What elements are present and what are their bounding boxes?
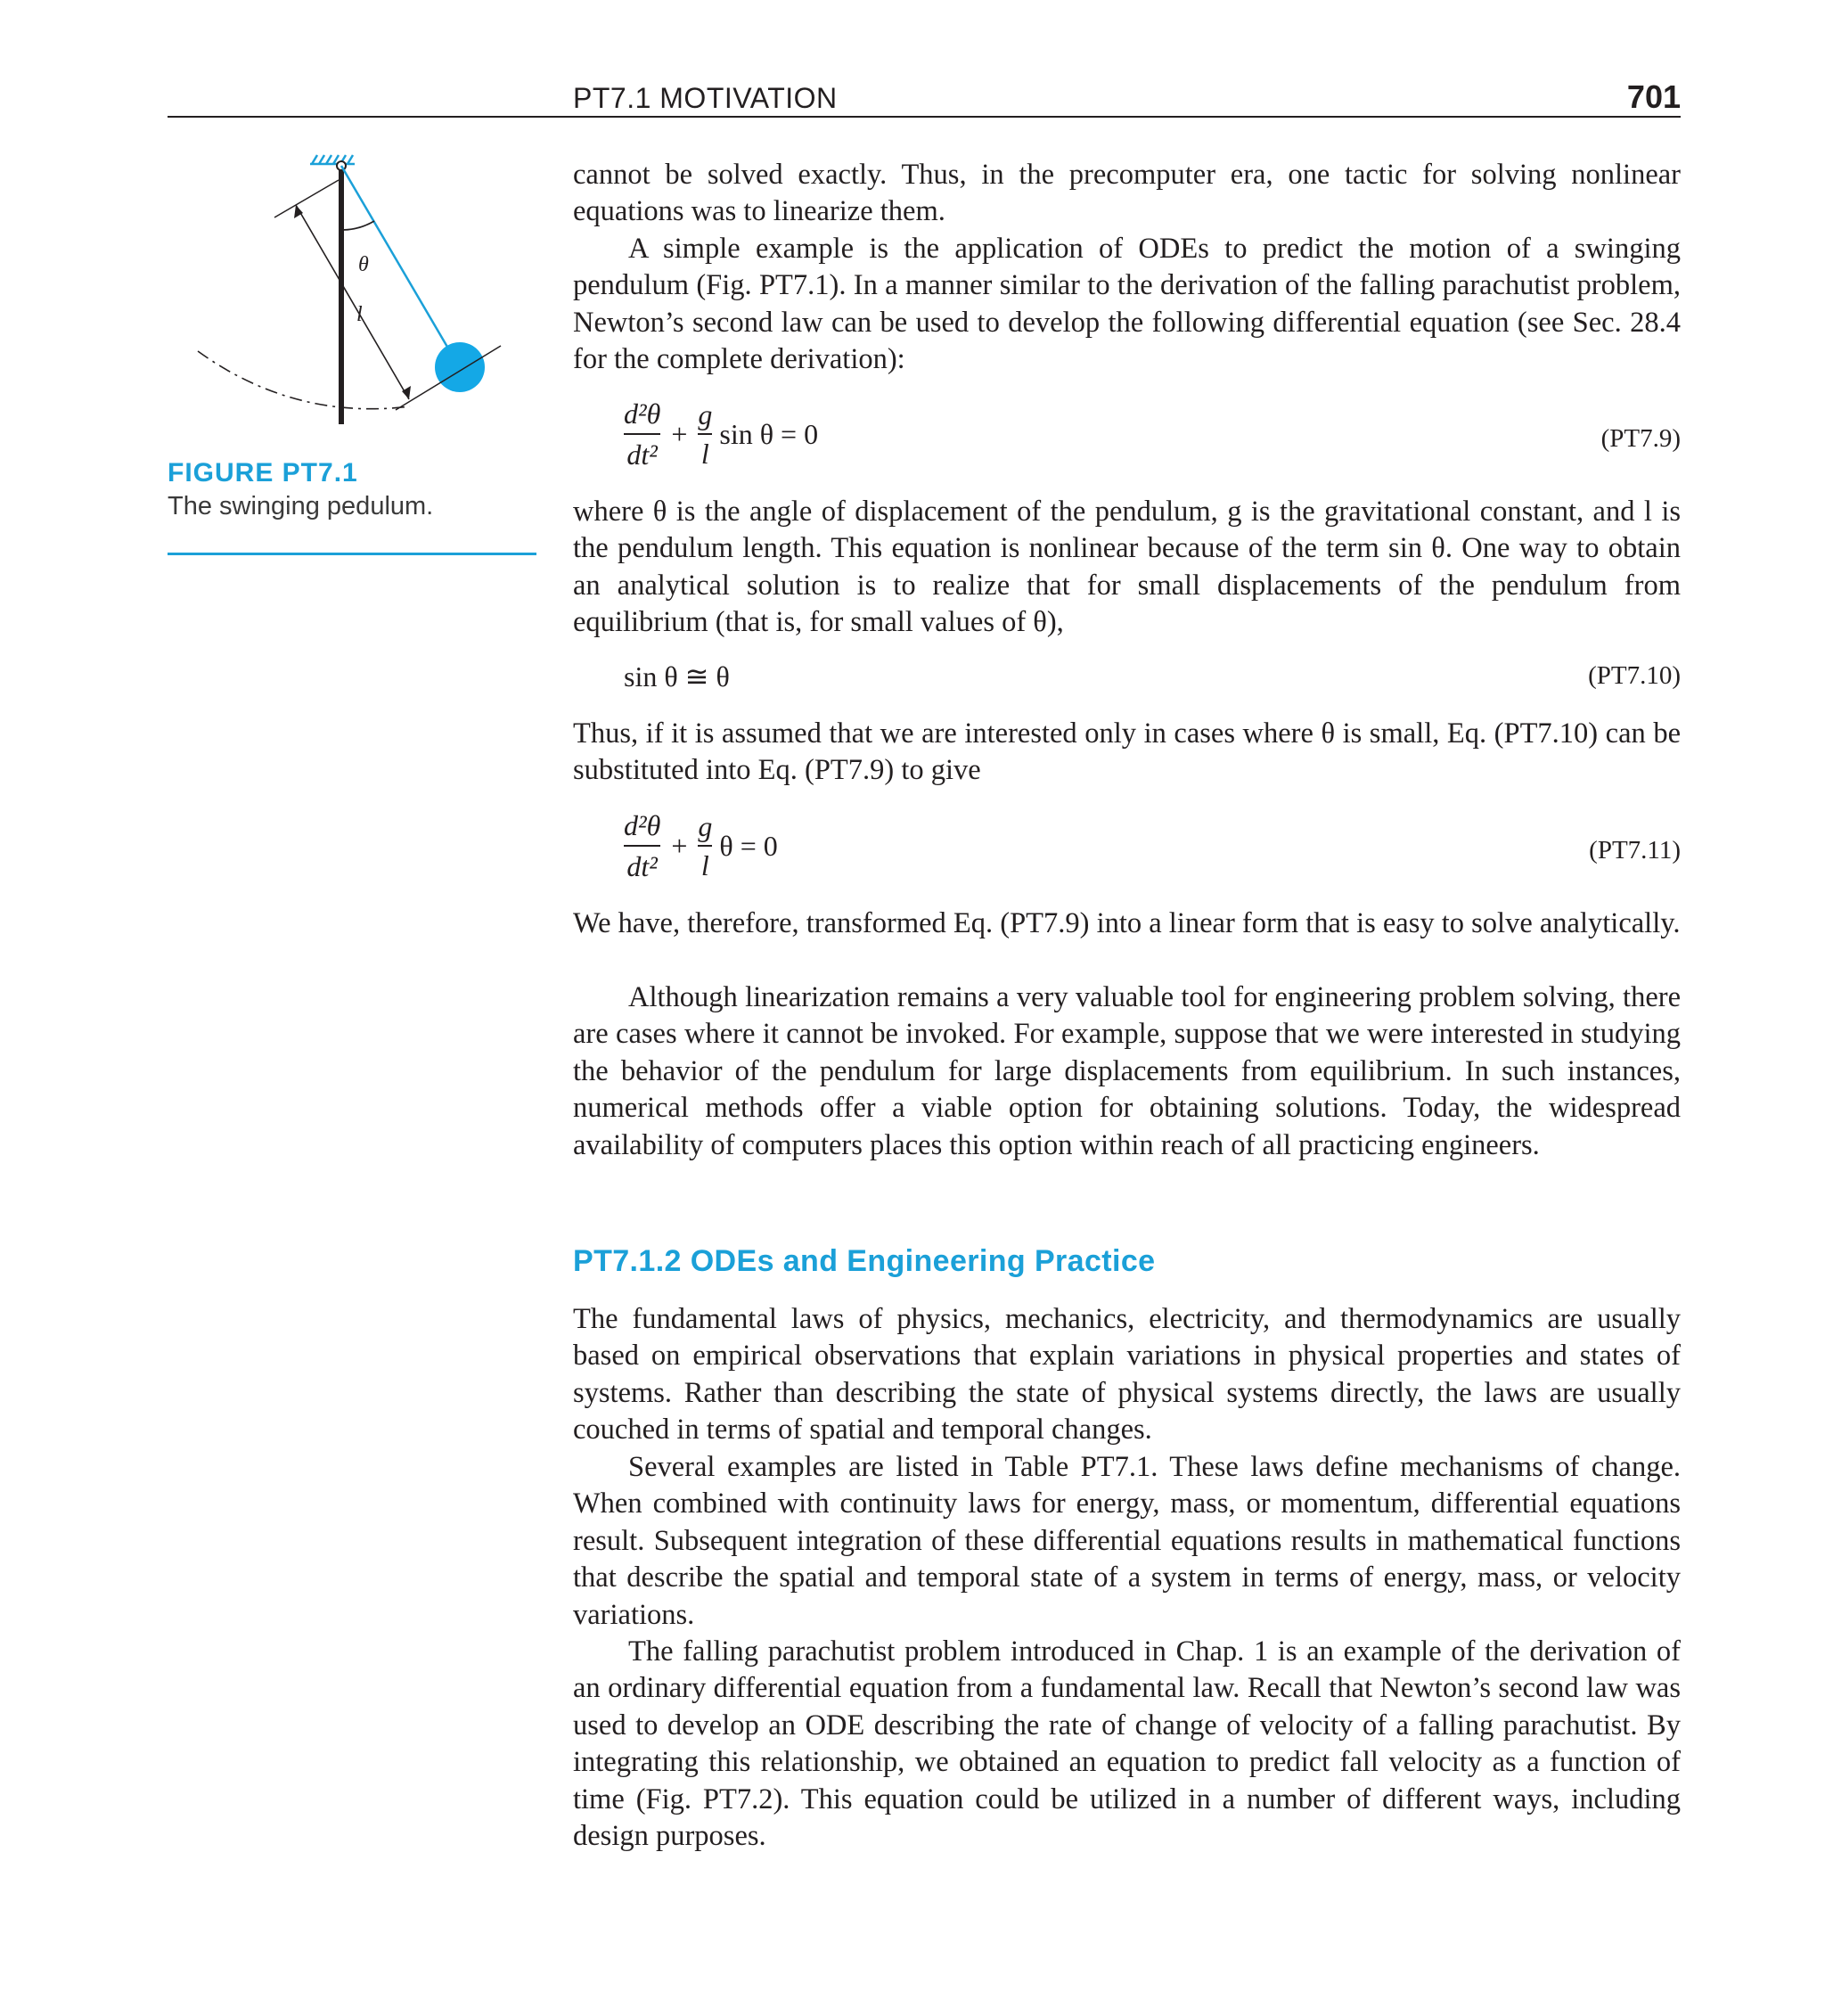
equation-rest: θ = 0 — [719, 829, 778, 862]
equation-number: (PT7.11) — [1589, 836, 1681, 865]
paragraph-4: Thus, if it is assumed that we are interested only in cases where θ is small, Eq. (PT7.10) can be substituted into Eq. (PT7.9) to give — [573, 717, 1681, 787]
length-arrow-head-top — [294, 205, 303, 218]
equation-pt7-9: $\frac{\text{d²θ}}{\text{dt²}}$ + $\frac{g}{l}$ sin θ = 0 (PT7.9) — [624, 397, 1681, 471]
figure-label: FIGURE PT7.1 — [168, 458, 358, 488]
running-head: PT7.1 MOTIVATION — [573, 82, 838, 114]
paragraph-5: We have, therefore, transformed Eq. (PT7.9) into a linear form that is easy to solve analytically. — [573, 907, 1681, 939]
header-rule — [168, 116, 1681, 118]
paragraph-3: where θ is the angle of displacement of the pendulum, g is the gravitational constant, and l is the pendulum length. This equation is nonlinear because of the term sin θ. One way to obtain an analytical solution is to realize that for small displacements of the pendulum from equilibrium (that is, for small values of θ), — [573, 496, 1681, 639]
length-label: l — [356, 303, 363, 326]
paragraph-6: Although linearization remains a very valuable tool for engineering problem solving, there are cases where it cannot be invoked. For example, suppose that we were interested in studying the behavior of the pendulum for large displacements from equilibrium. In such instances, numerical methods offer a viable option for obtaining solutions. Today, the widespread availability of computers places this option within reach of all practicing engineers. — [573, 981, 1681, 1161]
caption-rule — [168, 553, 536, 555]
page-number: 701 — [1626, 78, 1681, 115]
paragraph-8: Several examples are listed in Table PT7.1. These laws define mechanisms of change. When combined with continuity laws for energy, mass, or momentum, differential equations result. Subsequent integration of these differential equations results in mathematical functions that describe the spatial and temporal state of a system in terms of energy, mass, or velocity variations. — [573, 1451, 1681, 1631]
pendulum-diagram — [187, 153, 508, 438]
length-arrow — [296, 205, 409, 399]
fraction-d2theta-dt2: $\frac{\text{d²θ}}{\text{dt²}}$ — [624, 809, 661, 882]
equation-rest: sin θ = 0 — [719, 417, 819, 450]
ceiling-hatch — [310, 155, 355, 164]
equation-body: sin θ ≅ θ — [624, 660, 730, 692]
swing-path — [198, 351, 410, 409]
vertical-reference — [339, 164, 344, 424]
length-arrow-head-bottom — [402, 386, 411, 399]
theta-label: θ — [358, 253, 369, 276]
equation-pt7-11: $\frac{\text{d²θ}}{\text{dt²}}$ + $\frac{g}{l}$ θ = 0 (PT7.11) — [624, 809, 1681, 882]
paragraph-2: A simple example is the application of ODEs to predict the motion of a swinging pendulum (Fig. PT7.1). In a manner similar to the derivation of the falling parachutist problem, Newton’s second law can be used to develop the following differential equation (see Sec. 28.4 for the complete derivation): — [573, 233, 1681, 376]
paragraph-1: cannot be solved exactly. Thus, in the precomputer era, one tactic for solving nonlinear equations was to linearize them. — [573, 159, 1681, 228]
equation-pt7-10 — [624, 660, 1681, 699]
pendulum-bob — [435, 342, 485, 392]
extension-line-top — [274, 180, 339, 217]
fraction-g-l: $\frac{g}{l}$ — [698, 398, 713, 470]
equation-number: (PT7.10) — [1588, 661, 1681, 690]
paragraph-9: The falling parachutist problem introduced in Chap. 1 is an example of the derivation of an ordinary differential equation from a fundamental law. Recall that Newton’s second law was used to develop an ODE describing the rate of change of velocity of a falling parachutist. By integrating this relationship, we obtained an equation to predict fall velocity as a function of time (Fig. PT7.2). This equation could be utilized in a number of different ways, including design purposes. — [573, 1635, 1681, 1853]
fraction-g-l: $\frac{g}{l}$ — [698, 810, 713, 881]
pendulum-figure — [187, 153, 508, 438]
equation-number: (PT7.9) — [1600, 424, 1681, 453]
angle-arc — [341, 221, 374, 230]
fraction-d2theta-dt2: $\frac{\text{d²θ}}{\text{dt²}}$ — [624, 397, 661, 471]
section-heading: PT7.1.2 ODEs and Engineering Practice — [573, 1244, 1156, 1278]
paragraph-7: The fundamental laws of physics, mechanics, electricity, and thermodynamics are usually based on empirical observations that explain variations in physical properties and states of systems. Rather than describing the state of physical systems directly, the laws are usually couched in terms of spatial and temporal changes. — [573, 1303, 1681, 1446]
figure-caption: The swinging pedulum. — [168, 492, 434, 520]
